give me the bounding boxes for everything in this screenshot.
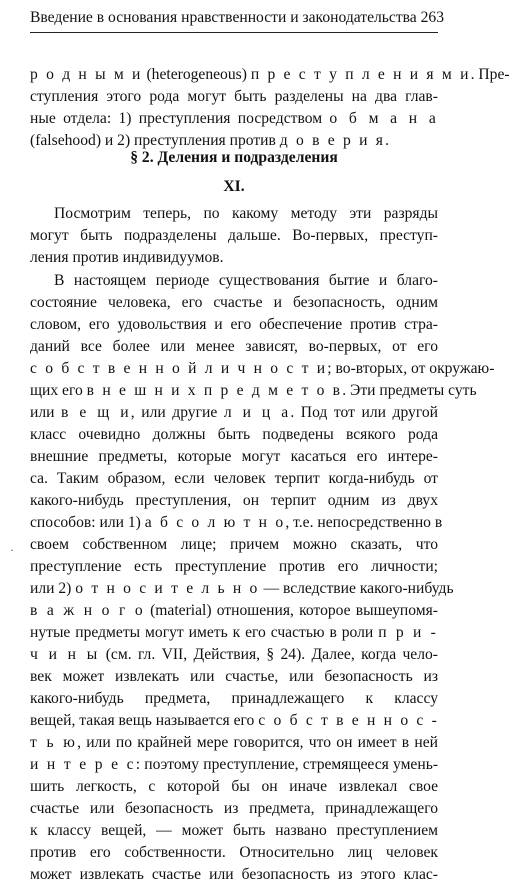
- text-line: т ь ю, или по крайней мере говорится, что он имеет в ней: [30, 734, 438, 751]
- text-line: ления против индивидуумов.: [30, 249, 224, 266]
- text-line: какого-нибудь предмета, принадлежащего к классу: [30, 690, 438, 707]
- paragraph-main: [30, 270, 495, 886]
- text-line: век может извлекать или счастье, или безопасность из: [30, 668, 438, 685]
- text-line: или в е щ и, или другие л и ц а. Под тот или другой: [30, 404, 439, 421]
- text-line: са. Таким образом, если человек терпит когда-нибудь от: [30, 470, 438, 487]
- text-line: могут быть подразделены дальше. Во-первых, преступ-: [30, 227, 438, 244]
- section-heading: § 2. Деления и подразделения: [130, 149, 338, 166]
- text-line: вещей, такая вещь называется его с о б с т в е н н о с -: [30, 712, 440, 729]
- text-line: Посмотрим теперь, по какому методу эти разряды: [54, 205, 438, 222]
- section-subheading: XI.: [223, 178, 245, 195]
- paragraph-method: [30, 203, 438, 269]
- text-line: или 2) о т н о с и т е л ь н о — вследствие какого-нибудь: [30, 580, 454, 597]
- text-line: шить легкость, с которой бы он иначе извлекал свое: [30, 778, 438, 795]
- text-line: состояние человека, его счастье и безопасность, одним: [30, 294, 438, 311]
- text-line: к классу вещей, — может быть названо преступлением: [30, 822, 438, 839]
- text-line: класс очевидно должны быть подведены всякого рода: [30, 426, 438, 443]
- text-line: и н т е р е с: поэтому преступление, стремящееся умень-: [30, 756, 439, 773]
- text-line: своем собственном лице; причем можно сказать, что: [30, 536, 438, 553]
- text-line: щих его в н е ш н и х п р е д м е т о в. Эти предметы суть: [30, 382, 477, 399]
- text-line: преступление есть преступление против его личности;: [30, 558, 438, 575]
- text-line: счастье или безопасность из предмета, принадлежащего: [30, 800, 438, 817]
- running-header: Введение в основания нравственности и законодательства 263: [30, 9, 445, 26]
- header-rule: [30, 32, 438, 33]
- text-line: способов: или 1) а б с о л ю т н о, т.е. непосредственно в: [30, 514, 443, 531]
- text-line: с о б с т в е н н о й л и ч н о с т и; во-вторых, от окружаю-: [30, 360, 495, 377]
- text-line: ч и н ы (см. гл. VII, Действия, § 24). Далее, когда чело-: [30, 646, 438, 663]
- text-line: ные отдела: 1) преступления посредством о б м а н а: [30, 110, 438, 127]
- paragraph-continuation: [30, 64, 510, 152]
- text-line: ступления этого рода могут быть разделены на два глав-: [30, 88, 438, 105]
- text-line: р о д н ы м и (heterogeneous) п р е с т у п л е н и я м и. Пре-: [30, 66, 510, 83]
- margin-mark: ·: [10, 543, 14, 557]
- text-line: против его собственности. Относительно лиц человек: [30, 844, 438, 861]
- text-line: словом, его удовольствия и его обеспечение против стра-: [30, 316, 438, 333]
- text-line: внешние предметы, которые могут касаться его интере-: [30, 448, 438, 465]
- text-line: даний все более или менее зависят, во-первых, от его: [30, 338, 438, 355]
- text-line: (falsehood) и 2) преступления против д о в е р и я.: [30, 132, 390, 149]
- text-line: В настоящем периоде существования бытие и благо-: [54, 272, 438, 289]
- text-line: в а ж н о г о (material) отношения, которое вышеупомя-: [30, 602, 438, 619]
- text-line: какого-нибудь преступления, он терпит одним из двух: [30, 492, 438, 509]
- text-line: может извлекать счастье или безопасность из этого клас-: [30, 866, 438, 883]
- text-line: нутые предметы могут иметь к его счастью в роли п р и -: [30, 624, 438, 641]
